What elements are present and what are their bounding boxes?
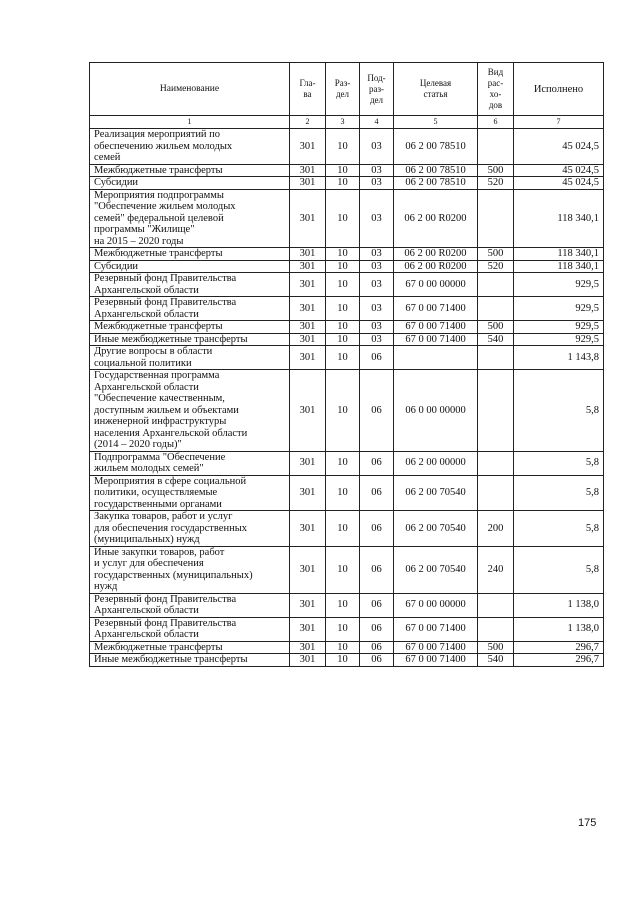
row-target: 06 2 00 00000	[394, 451, 478, 475]
row-exp-type: 520	[478, 177, 514, 190]
header-subsection	[360, 63, 394, 116]
row-name: Межбюджетные трансферты	[90, 641, 290, 654]
row-section: 10	[326, 273, 360, 297]
row-target: 06 2 00 R0200	[394, 260, 478, 273]
table-row	[90, 273, 604, 297]
row-name: Иные межбюджетные трансферты	[90, 333, 290, 346]
row-target: 06 2 00 70540	[394, 511, 478, 547]
row-name: Мероприятия в сфере социальной политики, осуществляемые государственными органами	[90, 475, 290, 511]
row-target: 06 2 00 78510	[394, 177, 478, 190]
row-subsection: 06	[360, 475, 394, 511]
header-section	[326, 63, 360, 116]
row-amount: 929,5	[514, 333, 604, 346]
row-target: 06 2 00 R0200	[394, 248, 478, 261]
row-section: 10	[326, 297, 360, 321]
row-amount: 929,5	[514, 297, 604, 321]
row-chapter: 301	[290, 164, 326, 177]
row-section: 10	[326, 546, 360, 593]
row-amount: 118 340,1	[514, 260, 604, 273]
row-target: 06 2 00 R0200	[394, 189, 478, 248]
column-number-row	[90, 116, 604, 129]
row-target: 67 0 00 00000	[394, 273, 478, 297]
row-amount: 5,8	[514, 475, 604, 511]
col-number: 7	[514, 116, 604, 129]
row-amount: 5,8	[514, 546, 604, 593]
row-exp-type	[478, 617, 514, 641]
header-name: Наименование	[90, 63, 290, 116]
row-exp-type	[478, 273, 514, 297]
row-amount: 118 340,1	[514, 248, 604, 261]
row-section: 10	[326, 451, 360, 475]
row-subsection: 06	[360, 617, 394, 641]
row-chapter: 301	[290, 189, 326, 248]
row-exp-type: 240	[478, 546, 514, 593]
table-row	[90, 546, 604, 593]
row-section: 10	[326, 475, 360, 511]
table-header-row	[90, 63, 604, 116]
table-row	[90, 593, 604, 617]
row-amount: 296,7	[514, 654, 604, 667]
col-number: 3	[326, 116, 360, 129]
row-subsection: 03	[360, 273, 394, 297]
row-section: 10	[326, 129, 360, 165]
row-section: 10	[326, 333, 360, 346]
row-chapter: 301	[290, 641, 326, 654]
row-amount: 5,8	[514, 370, 604, 452]
row-subsection: 06	[360, 346, 394, 370]
row-chapter: 301	[290, 346, 326, 370]
row-amount: 45 024,5	[514, 177, 604, 190]
table-row	[90, 346, 604, 370]
row-name: Субсидии	[90, 260, 290, 273]
budget-table	[89, 62, 604, 667]
header-target	[394, 63, 478, 116]
row-target: 06 2 00 70540	[394, 546, 478, 593]
row-subsection: 03	[360, 260, 394, 273]
table-row	[90, 451, 604, 475]
table-row	[90, 475, 604, 511]
row-section: 10	[326, 260, 360, 273]
row-target: 67 0 00 71400	[394, 641, 478, 654]
table-row	[90, 297, 604, 321]
header-chapter-text: Гла- ва	[299, 78, 316, 99]
row-chapter: 301	[290, 129, 326, 165]
row-chapter: 301	[290, 475, 326, 511]
row-exp-type	[478, 297, 514, 321]
row-name: Резервный фонд Правительства Архангельской области	[90, 297, 290, 321]
row-exp-type: 540	[478, 654, 514, 667]
row-amount: 45 024,5	[514, 164, 604, 177]
table-row	[90, 321, 604, 334]
row-section: 10	[326, 511, 360, 547]
table-row	[90, 641, 604, 654]
row-subsection: 06	[360, 511, 394, 547]
row-name: Резервный фонд Правительства Архангельской области	[90, 617, 290, 641]
row-exp-type	[478, 189, 514, 248]
row-subsection: 03	[360, 189, 394, 248]
row-name: Другие вопросы в области социальной политики	[90, 346, 290, 370]
row-subsection: 06	[360, 654, 394, 667]
row-section: 10	[326, 346, 360, 370]
header-section-text: Раз- дел	[334, 78, 351, 99]
table-row	[90, 617, 604, 641]
row-amount: 1 138,0	[514, 617, 604, 641]
row-amount: 296,7	[514, 641, 604, 654]
row-chapter: 301	[290, 177, 326, 190]
col-number: 2	[290, 116, 326, 129]
row-amount: 5,8	[514, 451, 604, 475]
row-exp-type	[478, 346, 514, 370]
row-name: Межбюджетные трансферты	[90, 248, 290, 261]
row-exp-type	[478, 129, 514, 165]
row-name: Иные закупки товаров, работ и услуг для обеспечения государственных (муниципальных) нужд	[90, 546, 290, 593]
table-row	[90, 654, 604, 667]
col-number: 6	[478, 116, 514, 129]
row-name: Иные межбюджетные трансферты	[90, 654, 290, 667]
row-exp-type: 520	[478, 260, 514, 273]
row-section: 10	[326, 641, 360, 654]
row-exp-type	[478, 370, 514, 452]
table-row	[90, 260, 604, 273]
row-section: 10	[326, 617, 360, 641]
row-chapter: 301	[290, 273, 326, 297]
col-number: 1	[90, 116, 290, 129]
row-subsection: 06	[360, 593, 394, 617]
row-target: 06 2 00 78510	[394, 164, 478, 177]
row-exp-type: 500	[478, 641, 514, 654]
row-name: Мероприятия подпрограммы "Обеспечение жильем молодых семей" федеральной целевой программы "Жилище" на 2015 – 2020 годы	[90, 189, 290, 248]
row-target: 67 0 00 00000	[394, 593, 478, 617]
table-row	[90, 164, 604, 177]
row-chapter: 301	[290, 248, 326, 261]
table-row	[90, 511, 604, 547]
table-row	[90, 177, 604, 190]
table-row	[90, 129, 604, 165]
row-name: Межбюджетные трансферты	[90, 164, 290, 177]
row-subsection: 06	[360, 641, 394, 654]
row-target: 06 2 00 70540	[394, 475, 478, 511]
table-row	[90, 333, 604, 346]
row-target: 67 0 00 71400	[394, 333, 478, 346]
row-amount: 1 138,0	[514, 593, 604, 617]
row-section: 10	[326, 593, 360, 617]
row-target: 06 0 00 00000	[394, 370, 478, 452]
col-number: 4	[360, 116, 394, 129]
row-subsection: 03	[360, 177, 394, 190]
row-chapter: 301	[290, 451, 326, 475]
row-chapter: 301	[290, 511, 326, 547]
row-name: Субсидии	[90, 177, 290, 190]
row-target	[394, 346, 478, 370]
row-name: Подпрограмма "Обеспечение жильем молодых семей"	[90, 451, 290, 475]
row-section: 10	[326, 370, 360, 452]
row-section: 10	[326, 654, 360, 667]
row-name: Закупка товаров, работ и услуг для обеспечения государственных (муниципальных) нужд	[90, 511, 290, 547]
header-chapter	[290, 63, 326, 116]
row-section: 10	[326, 177, 360, 190]
row-subsection: 03	[360, 321, 394, 334]
row-section: 10	[326, 164, 360, 177]
row-amount: 5,8	[514, 511, 604, 547]
row-name: Межбюджетные трансферты	[90, 321, 290, 334]
row-section: 10	[326, 189, 360, 248]
header-executed: Исполнено	[514, 63, 604, 116]
row-name: Резервный фонд Правительства Архангельской области	[90, 593, 290, 617]
row-chapter: 301	[290, 297, 326, 321]
row-section: 10	[326, 248, 360, 261]
row-subsection: 03	[360, 297, 394, 321]
row-subsection: 06	[360, 546, 394, 593]
header-target-text: Целевая статья	[419, 78, 452, 99]
row-exp-type	[478, 475, 514, 511]
row-chapter: 301	[290, 260, 326, 273]
row-target: 06 2 00 78510	[394, 129, 478, 165]
header-exp-type-text: Вид рас- хо- дов	[487, 67, 504, 110]
row-chapter: 301	[290, 333, 326, 346]
row-section: 10	[326, 321, 360, 334]
row-subsection: 03	[360, 333, 394, 346]
table-row	[90, 248, 604, 261]
row-target: 67 0 00 71400	[394, 321, 478, 334]
row-exp-type: 500	[478, 164, 514, 177]
row-subsection: 06	[360, 370, 394, 452]
row-amount: 929,5	[514, 273, 604, 297]
row-chapter: 301	[290, 593, 326, 617]
row-chapter: 301	[290, 617, 326, 641]
row-target: 67 0 00 71400	[394, 654, 478, 667]
row-exp-type	[478, 593, 514, 617]
row-name: Государственная программа Архангельской области "Обеспечение качественным, доступным жильем и объектами инженерной инфраструктуры населения Архангельской области (2014 – 2020 годы)"	[90, 370, 290, 452]
row-chapter: 301	[290, 321, 326, 334]
row-exp-type: 500	[478, 248, 514, 261]
row-subsection: 06	[360, 451, 394, 475]
row-target: 67 0 00 71400	[394, 617, 478, 641]
table-row	[90, 189, 604, 248]
row-chapter: 301	[290, 654, 326, 667]
row-name: Реализация мероприятий по обеспечению жильем молодых семей	[90, 129, 290, 165]
row-subsection: 03	[360, 164, 394, 177]
header-exp-type	[478, 63, 514, 116]
row-subsection: 03	[360, 129, 394, 165]
row-subsection: 03	[360, 248, 394, 261]
row-exp-type: 540	[478, 333, 514, 346]
row-chapter: 301	[290, 546, 326, 593]
row-exp-type: 500	[478, 321, 514, 334]
table-row	[90, 370, 604, 452]
row-amount: 45 024,5	[514, 129, 604, 165]
row-amount: 1 143,8	[514, 346, 604, 370]
page-number: 175	[578, 817, 597, 829]
row-amount: 118 340,1	[514, 189, 604, 248]
row-exp-type	[478, 451, 514, 475]
row-chapter: 301	[290, 370, 326, 452]
row-exp-type: 200	[478, 511, 514, 547]
row-name: Резервный фонд Правительства Архангельской области	[90, 273, 290, 297]
row-amount: 929,5	[514, 321, 604, 334]
header-subsection-text: Под- раз- дел	[367, 72, 386, 105]
row-target: 67 0 00 71400	[394, 297, 478, 321]
col-number: 5	[394, 116, 478, 129]
